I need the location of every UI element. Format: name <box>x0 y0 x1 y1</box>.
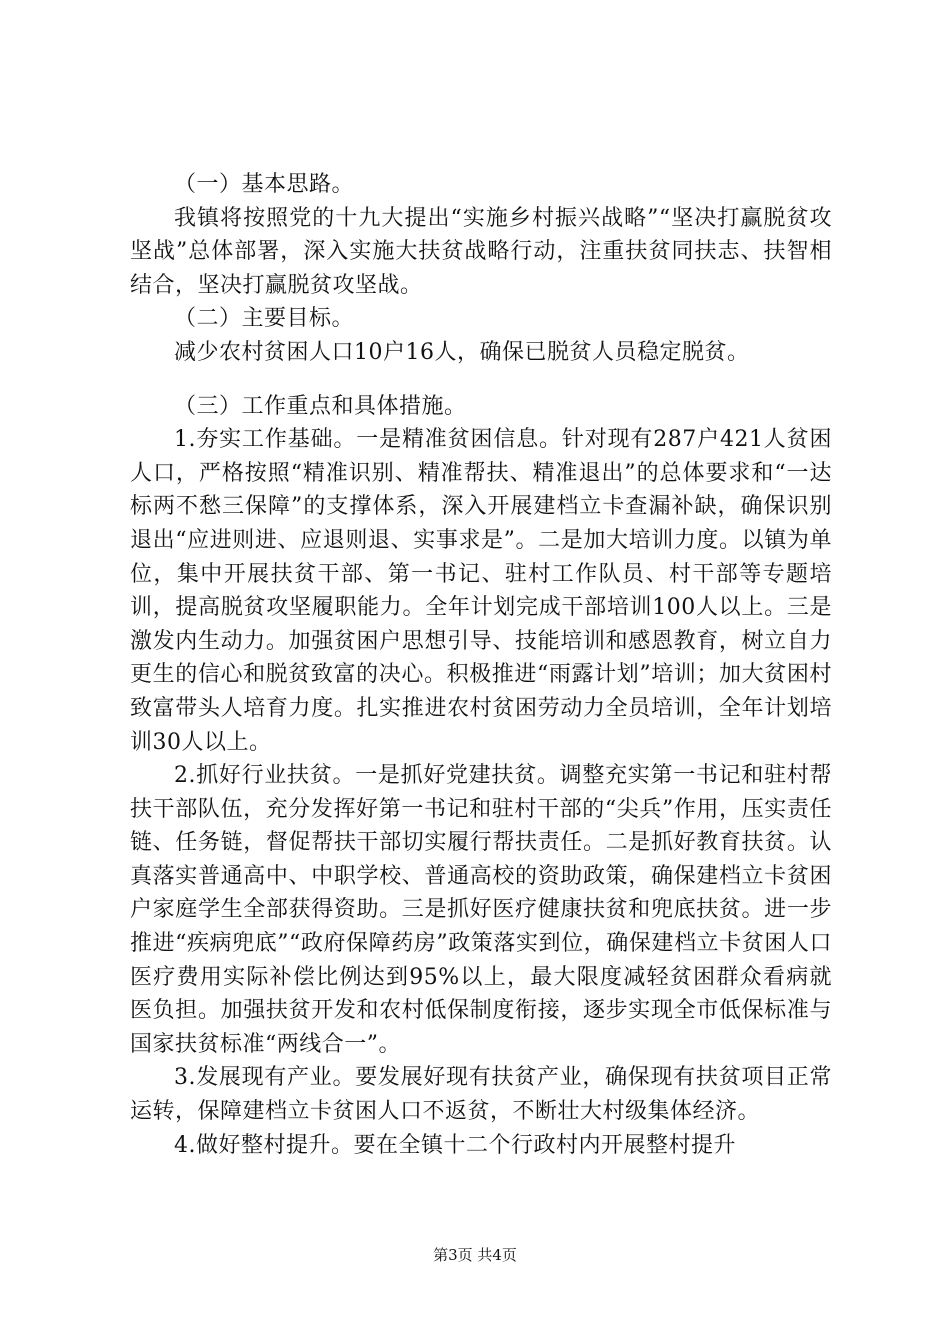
heading-key-measures: （三）工作重点和具体措施。 <box>174 393 467 419</box>
page-footer: 第3页 共4页 <box>433 1246 517 1264</box>
paragraph-basic-approach: 我镇将按照党的十九大提出“实施乡村振兴战略”“坚决打赢脱贫攻坚战”总体部署，深入实施大扶贫战略行动，注重扶贫同扶志、扶智相结合，坚决打赢脱贫攻坚战。 <box>130 205 832 298</box>
paragraph-measure-1: 1.夯实工作基础。一是精准贫困信息。针对现有287户421人贫困人口，严格按照“精准识别、精准帮扶、精准退出”的总体要求和“一达标两不愁三保障”的支撑体系，深入开展建档立卡查漏补缺，确保识别退出“应进则进、应退则退、实事求是”。二是加大培训力度。以镇为单位，集中开展扶贫干部、第一书记、驻村工作队员、村干部等专题培训，提高脱贫攻坚履职能力。全年计划完成干部培训100人以上。三是激发内生动力。加强贫困户思想引导、技能培训和感恩教育，树立自力更生的信心和脱贫致富的决心。积极推进“雨露计划”培训；加大贫困村致富带头人培育力度。扎实推进农村贫困劳动力全员培训，全年计划培训30人以上。 <box>130 427 832 755</box>
document-body <box>130 168 832 1162</box>
paragraph-measure-2: 2.抓好行业扶贫。一是抓好党建扶贫。调整充实第一书记和驻村帮扶干部队伍，充分发挥好第一书记和驻村干部的“尖兵”作用，压实责任链、任务链，督促帮扶干部切实履行帮扶责任。二是抓好教育扶贫。认真落实普通高中、中职学校、普通高校的资助政策，确保建档立卡贫困户家庭学生全部获得资助。三是抓好医疗健康扶贫和兜底扶贫。进一步推进“疾病兜底”“政府保障药房”政策落实到位，确保建档立卡贫困人口医疗费用实际补偿比例达到95%以上，最大限度减轻贫困群众看病就医负担。加强扶贫开发和农村低保制度衔接，逐步实现全市低保标准与国家扶贫标准“两线合一”。 <box>130 763 832 1057</box>
paragraph-main-goals: 减少农村贫困人口10户16人，确保已脱贫人员稳定脱贫。 <box>174 339 750 365</box>
heading-main-goals: （二）主要目标。 <box>174 306 355 332</box>
paragraph-gap <box>130 370 832 390</box>
paragraph-measure-4: 4.做好整村提升。要在全镇十二个行政村内开展整村提升 <box>174 1132 736 1158</box>
heading-basic-approach: （一）基本思路。 <box>174 172 355 197</box>
paragraph-measure-3: 3.发展现有产业。要发展好现有扶贫产业，确保现有扶贫项目正常运转，保障建档立卡贫困人口不返贫，不断壮大村级集体经济。 <box>130 1065 832 1125</box>
